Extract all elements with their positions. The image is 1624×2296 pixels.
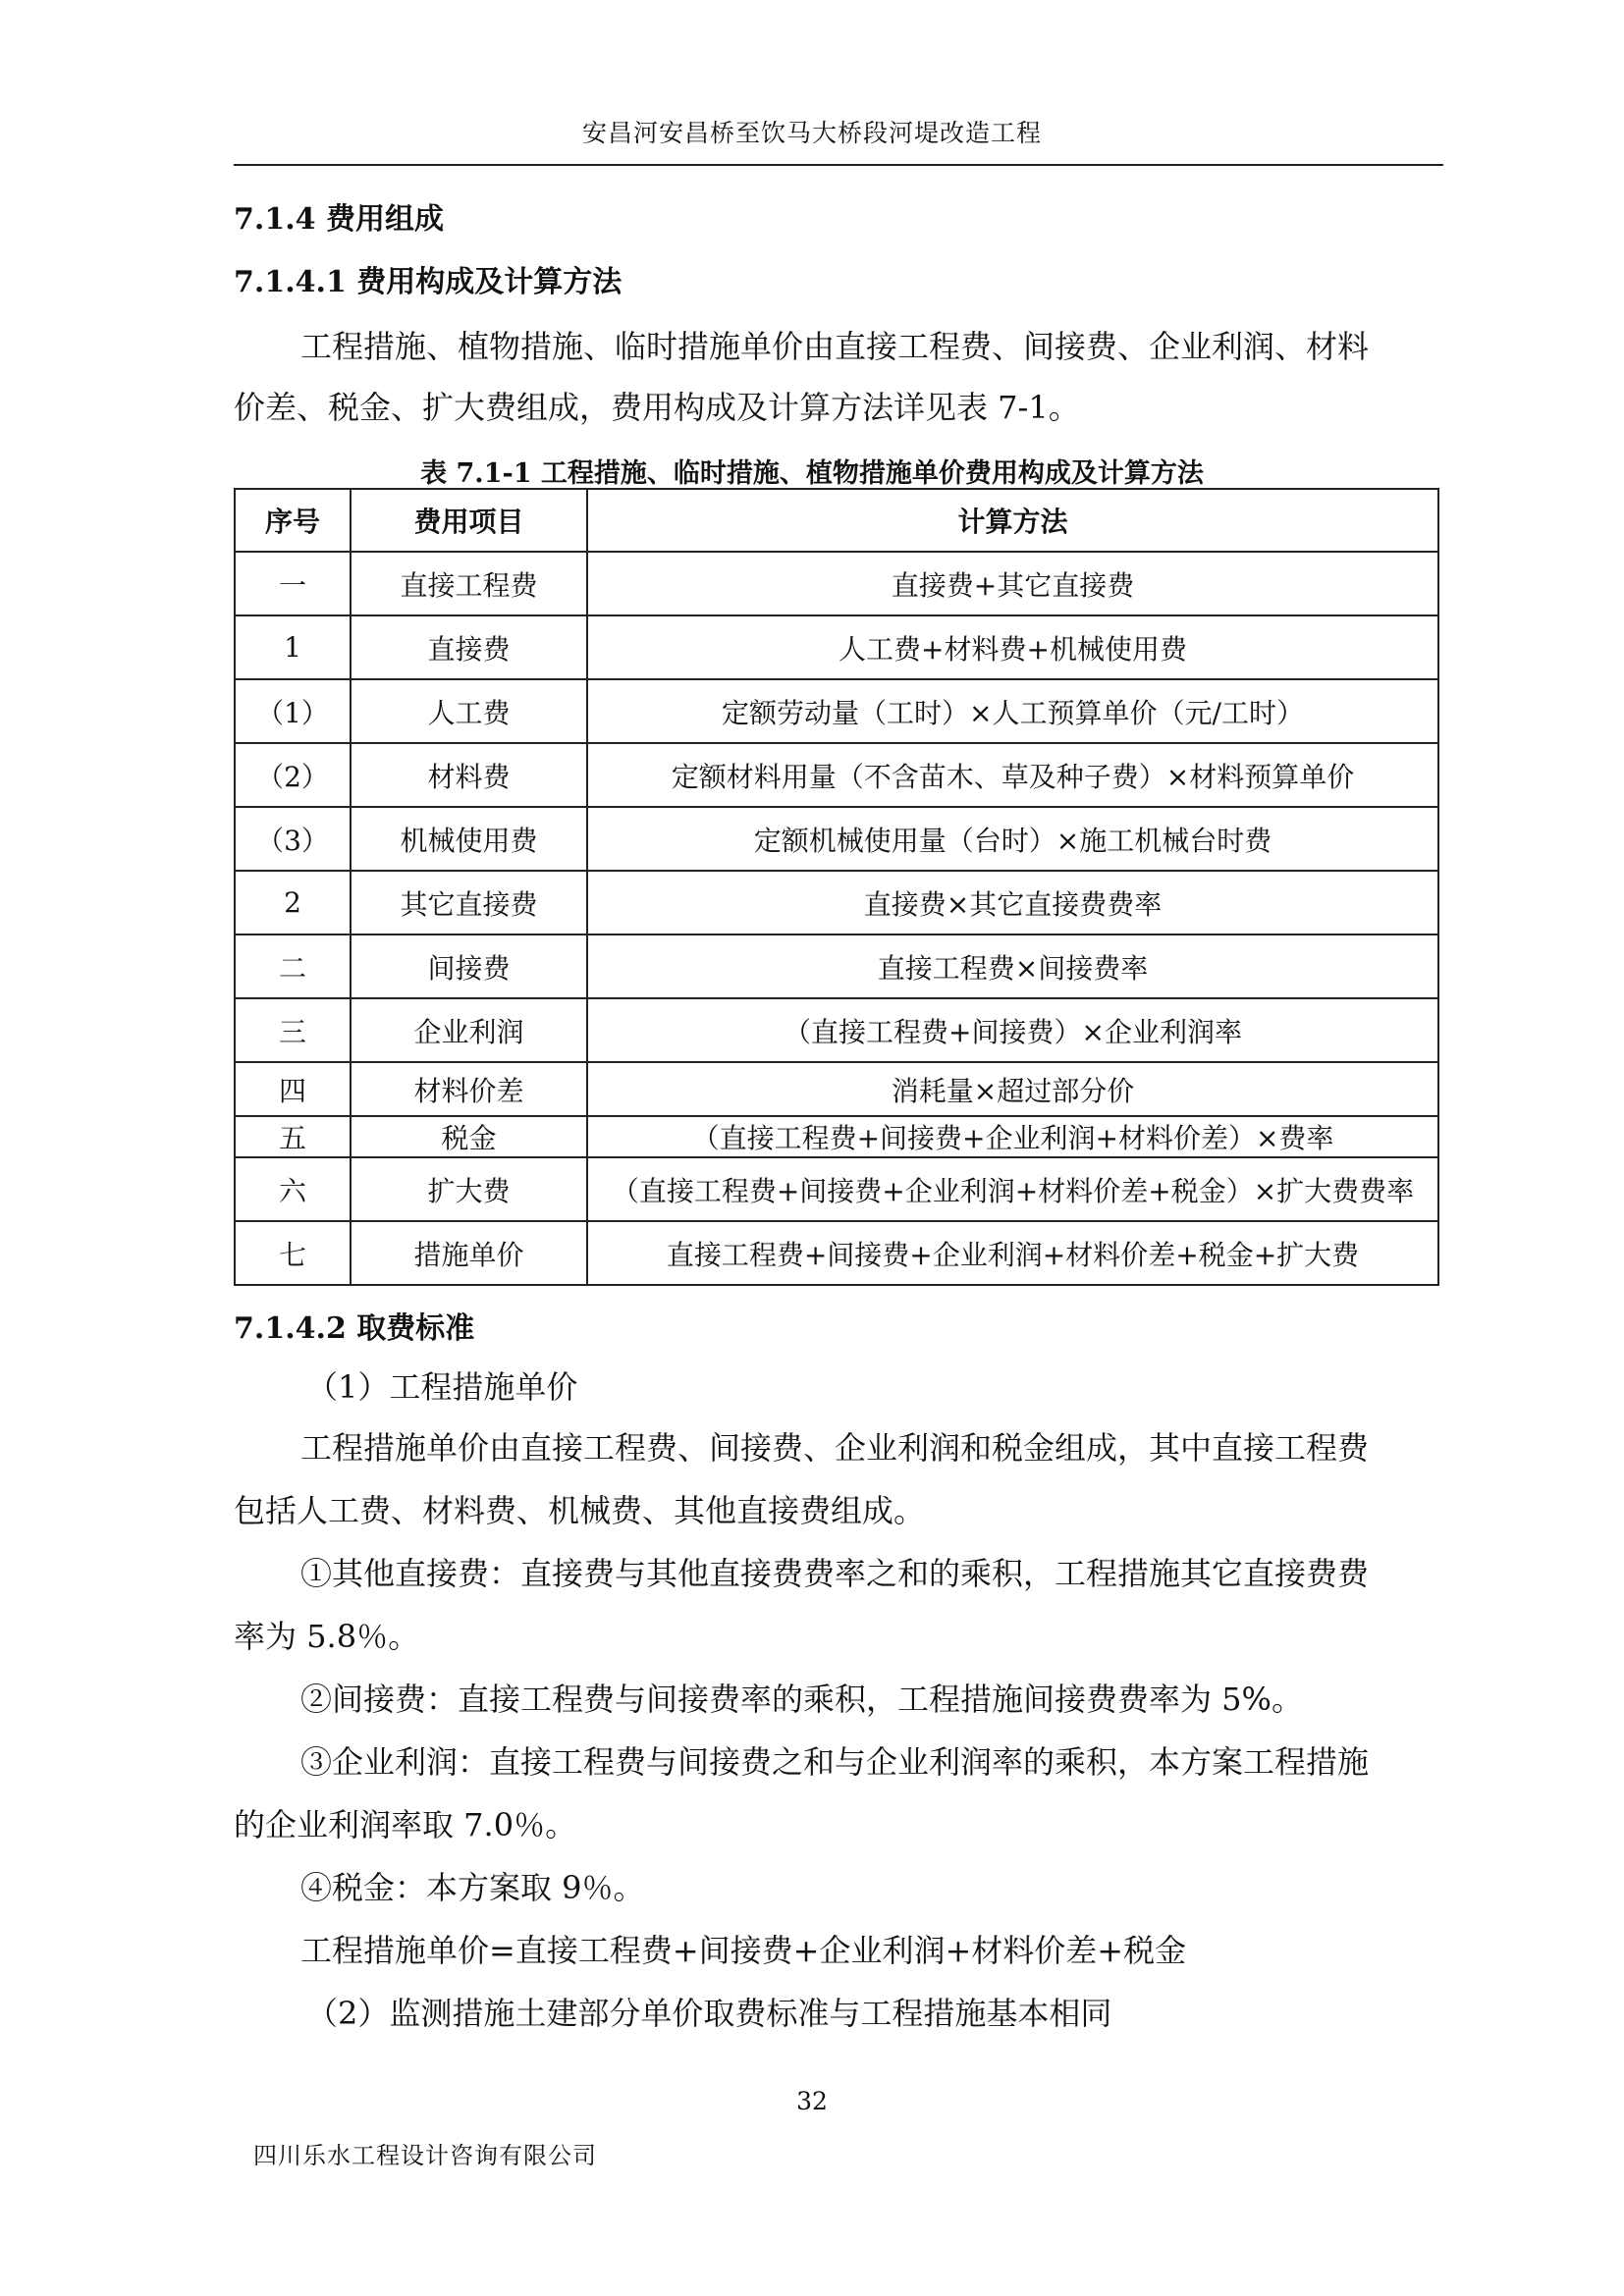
paragraph-1-line-1: 工程措施单价由直接工程费、间接费、企业利润和税金组成，其中直接工程费 bbox=[300, 1429, 1370, 1467]
cell-method: 直接工程费+间接费+企业利润+材料价差+税金+扩大费 bbox=[587, 1221, 1438, 1285]
cell-method: 直接费+其它直接费 bbox=[587, 552, 1438, 615]
header-cell-method: 计算方法 bbox=[587, 489, 1438, 552]
intro-paragraph-line-2: 价差、税金、扩大费组成，费用构成及计算方法详见表 7-1。 bbox=[234, 389, 1080, 426]
table-row bbox=[235, 1062, 1438, 1116]
cell-index: （3） bbox=[235, 807, 351, 871]
cell-item: 其它直接费 bbox=[351, 871, 587, 934]
cell-index: 四 bbox=[235, 1062, 351, 1116]
cell-method: 定额材料用量（不含苗木、草及种子费）×材料预算单价 bbox=[587, 743, 1438, 807]
header-title: 安昌河安昌桥至饮马大桥段河堤改造工程 bbox=[581, 119, 1042, 147]
cell-method: （直接工程费+间接费）×企业利润率 bbox=[587, 998, 1438, 1062]
paragraph-2-line-1: ①其他直接费：直接费与其他直接费费率之和的乘积，工程措施其它直接费费 bbox=[300, 1555, 1370, 1592]
cell-item: 材料价差 bbox=[351, 1062, 587, 1116]
table-row bbox=[235, 998, 1438, 1062]
cost-table bbox=[234, 488, 1439, 1286]
cell-index: 2 bbox=[235, 871, 351, 934]
header-divider bbox=[234, 164, 1443, 166]
cell-item: 税金 bbox=[351, 1116, 587, 1157]
table-caption: 表 7.1-1 工程措施、临时措施、植物措施单价费用构成及计算方法 bbox=[420, 458, 1204, 489]
cell-item: 机械使用费 bbox=[351, 807, 587, 871]
paragraph-3: ②间接费：直接工程费与间接费率的乘积，工程措施间接费费率为 5%。 bbox=[300, 1681, 1303, 1718]
cell-item: 企业利润 bbox=[351, 998, 587, 1062]
table-row bbox=[235, 679, 1438, 743]
table-row bbox=[235, 1157, 1438, 1221]
paragraph-6: 工程措施单价=直接工程费+间接费+企业利润+材料价差+税金 bbox=[300, 1932, 1187, 1969]
header-cell-index: 序号 bbox=[235, 489, 351, 552]
table-header-row bbox=[235, 489, 1438, 552]
cell-item: 直接工程费 bbox=[351, 552, 587, 615]
heading-7-1-4-2: 7.1.4.2 取费标准 bbox=[234, 1311, 475, 1346]
footer-company: 四川乐水工程设计咨询有限公司 bbox=[253, 2142, 597, 2169]
cell-method: 直接费×其它直接费费率 bbox=[587, 871, 1438, 934]
page-number: 32 bbox=[796, 2087, 828, 2115]
cell-item: 扩大费 bbox=[351, 1157, 587, 1221]
cell-item: 措施单价 bbox=[351, 1221, 587, 1285]
paragraph-5: ④税金：本方案取 9％。 bbox=[300, 1869, 645, 1906]
table-row bbox=[235, 934, 1438, 998]
heading-7-1-4-1: 7.1.4.1 费用构成及计算方法 bbox=[234, 265, 623, 299]
cell-index: 三 bbox=[235, 998, 351, 1062]
cell-method: 消耗量×超过部分价 bbox=[587, 1062, 1438, 1116]
cell-index: 二 bbox=[235, 934, 351, 998]
paragraph-1-line-2: 包括人工费、材料费、机械费、其他直接费组成。 bbox=[234, 1492, 926, 1529]
cell-item: 材料费 bbox=[351, 743, 587, 807]
table-row bbox=[235, 1116, 1438, 1157]
table-row bbox=[235, 615, 1438, 679]
table-row bbox=[235, 807, 1438, 871]
header-cell-item: 费用项目 bbox=[351, 489, 587, 552]
cell-method: 人工费+材料费+机械使用费 bbox=[587, 615, 1438, 679]
cell-index: 七 bbox=[235, 1221, 351, 1285]
table-row bbox=[235, 871, 1438, 934]
paragraph-4-line-2: 的企业利润率取 7.0％。 bbox=[234, 1806, 577, 1843]
cell-method: 定额劳动量（工时）×人工预算单价（元/工时） bbox=[587, 679, 1438, 743]
table-row bbox=[235, 743, 1438, 807]
cell-index: （2） bbox=[235, 743, 351, 807]
table-row bbox=[235, 1221, 1438, 1285]
paragraph-4-line-1: ③企业利润：直接工程费与间接费之和与企业利润率的乘积，本方案工程措施 bbox=[300, 1743, 1370, 1781]
cell-index: （1） bbox=[235, 679, 351, 743]
cell-method: （直接工程费+间接费+企业利润+材料价差）×费率 bbox=[587, 1116, 1438, 1157]
cell-method: 定额机械使用量（台时）×施工机械台时费 bbox=[587, 807, 1438, 871]
cell-index: 六 bbox=[235, 1157, 351, 1221]
item1-title: （1）工程措施单价 bbox=[306, 1368, 578, 1406]
table-row bbox=[235, 552, 1438, 615]
cell-item: 人工费 bbox=[351, 679, 587, 743]
cell-method: 直接工程费×间接费率 bbox=[587, 934, 1438, 998]
cell-item: 间接费 bbox=[351, 934, 587, 998]
heading-7-1-4: 7.1.4 费用组成 bbox=[234, 202, 444, 237]
cell-item: 直接费 bbox=[351, 615, 587, 679]
cell-index: 一 bbox=[235, 552, 351, 615]
intro-paragraph-line-1: 工程措施、植物措施、临时措施单价由直接工程费、间接费、企业利润、材料 bbox=[300, 328, 1370, 365]
paragraph-2-line-2: 率为 5.8％。 bbox=[234, 1618, 420, 1655]
cell-index: 五 bbox=[235, 1116, 351, 1157]
item2-title: （2）监测措施土建部分单价取费标准与工程措施基本相同 bbox=[306, 1995, 1112, 2032]
cell-method: （直接工程费+间接费+企业利润+材料价差+税金）×扩大费费率 bbox=[587, 1157, 1438, 1221]
cell-index: 1 bbox=[235, 615, 351, 679]
